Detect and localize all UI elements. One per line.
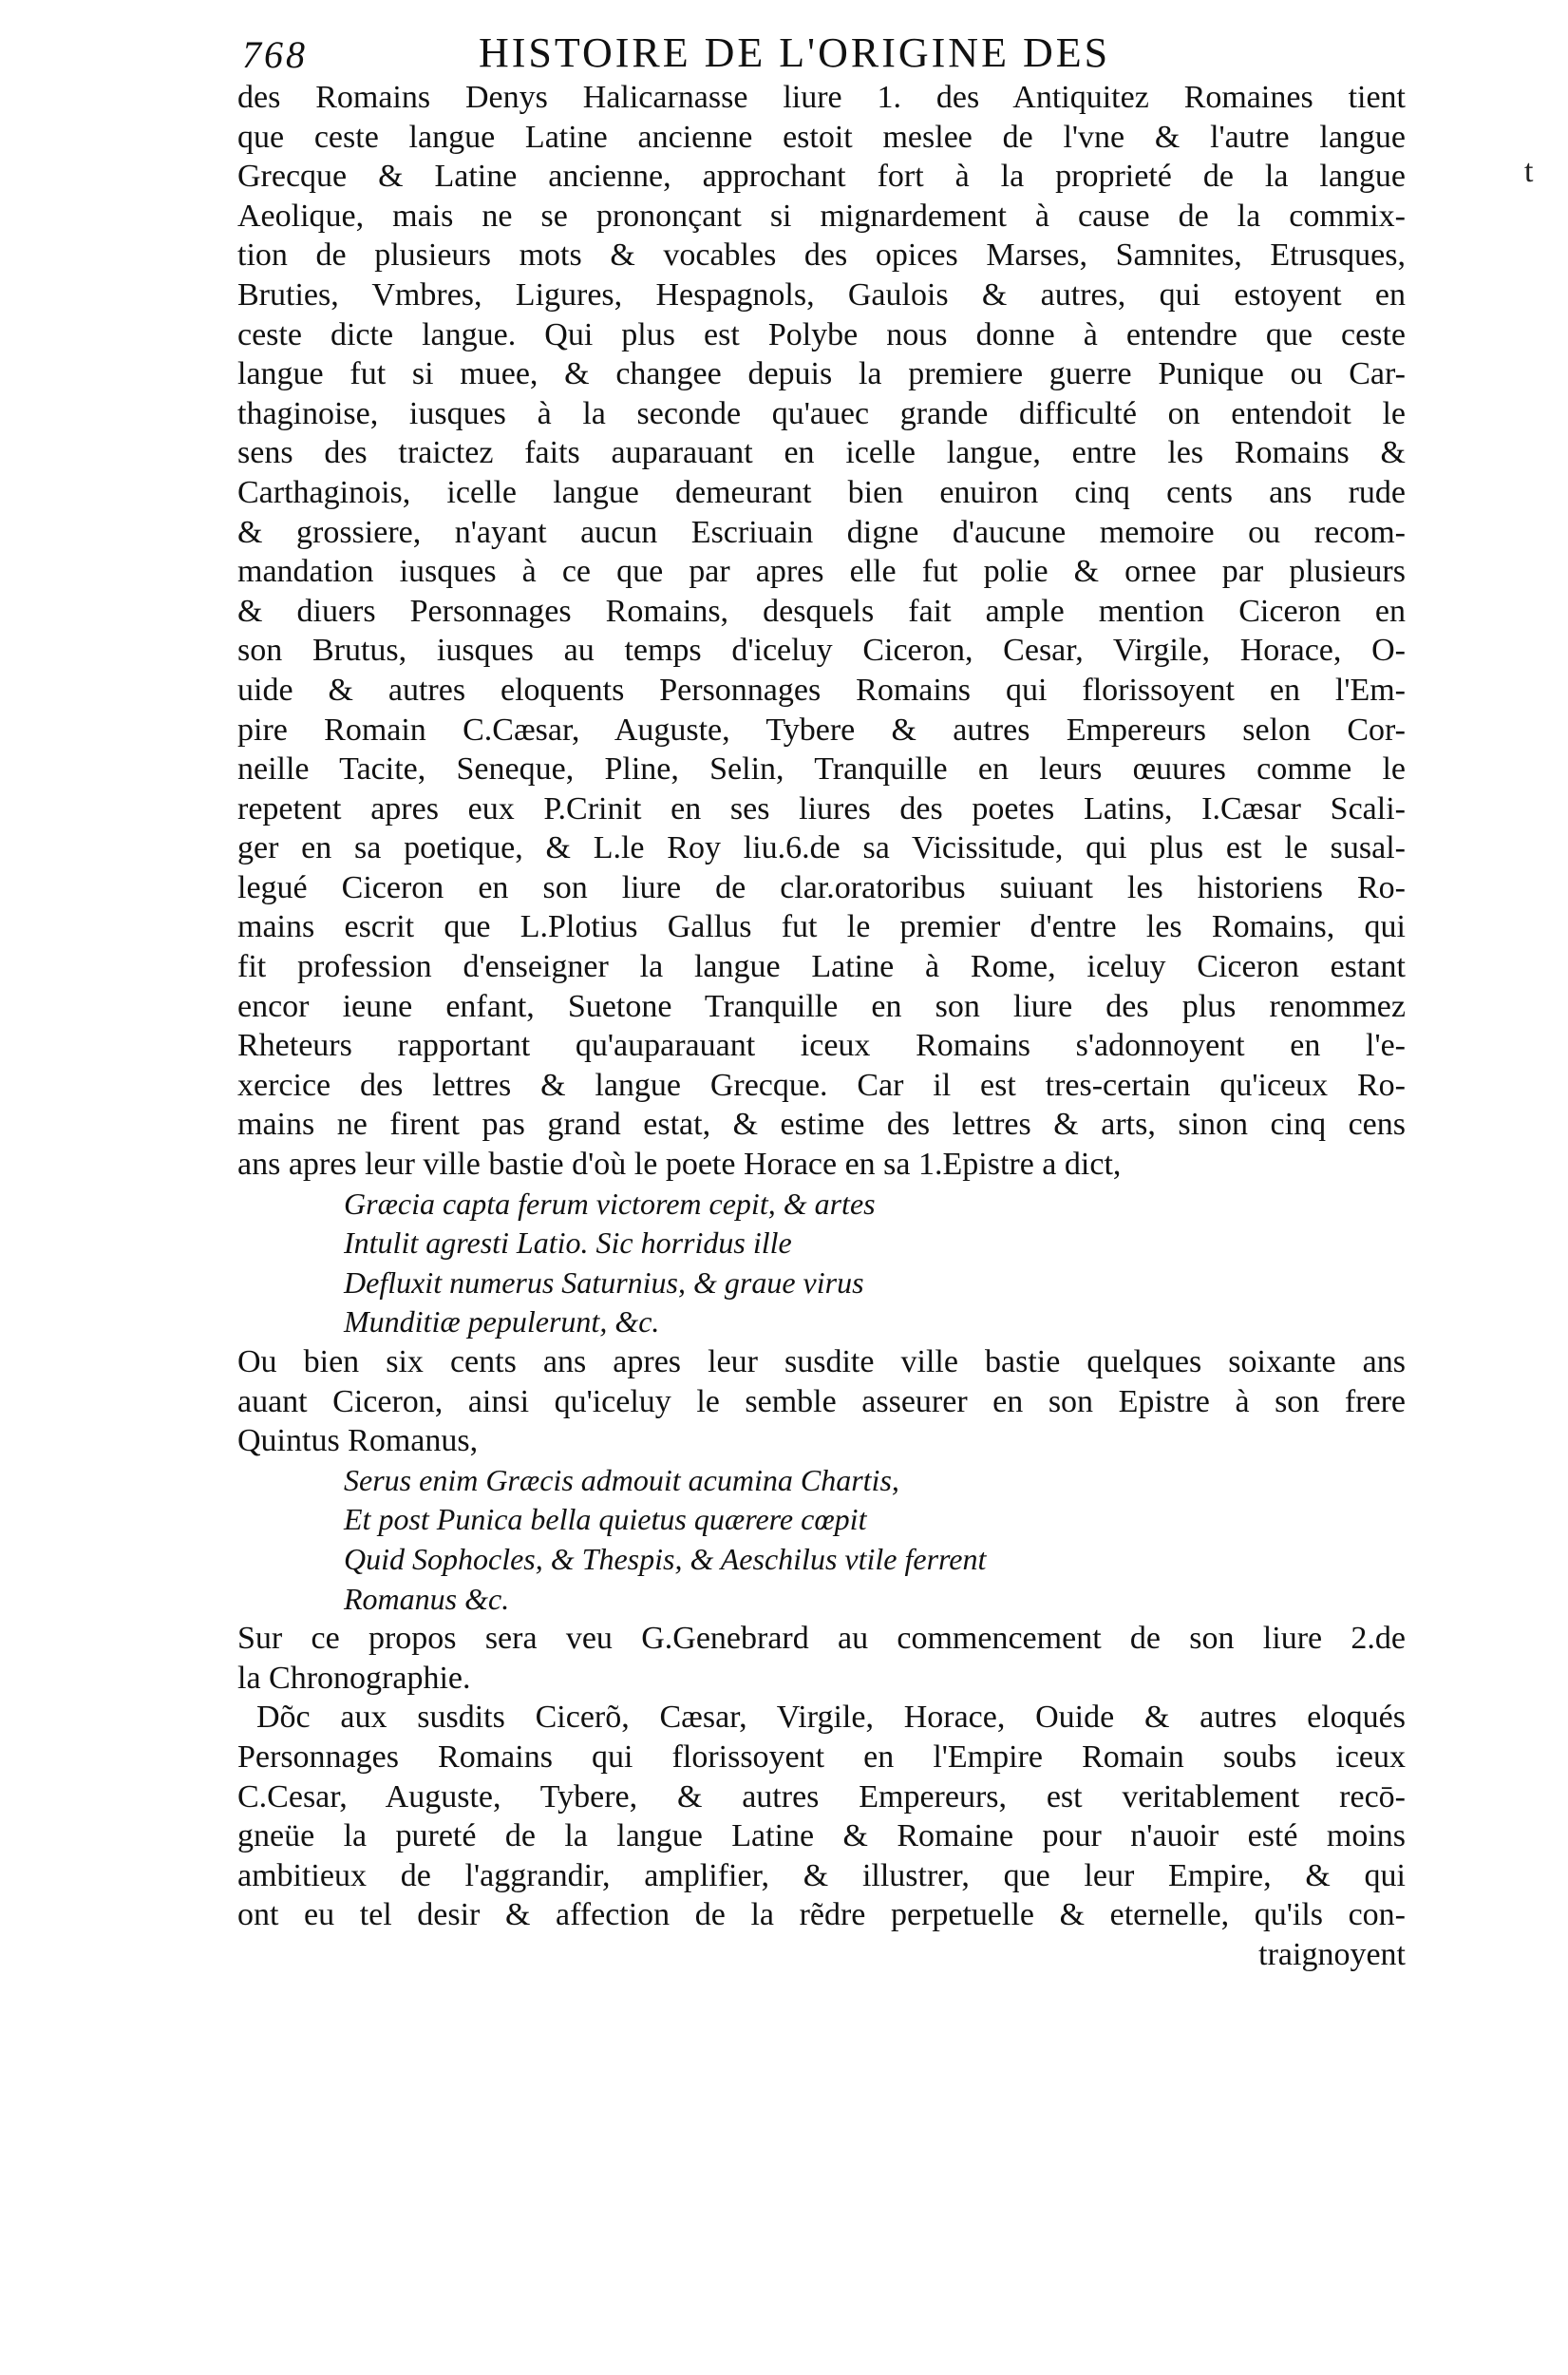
text-line: & diuers Personnages Romains, desquels fait ample mention Ciceron en	[237, 593, 1406, 629]
text-line: repetent apres eux P.Crinit en ses liures des poetes Latins, I.Cæsar Scali-	[237, 790, 1406, 826]
text-line: Aeolique, mais ne se prononçant si mignardement à cause de la commix-	[237, 198, 1406, 234]
text-line: ceste dicte langue. Qui plus est Polybe nous donne à entendre que ceste	[237, 316, 1406, 352]
margin-mark: t	[1524, 154, 1534, 189]
text-line: Quintus Romanus,	[237, 1423, 479, 1459]
page-header	[237, 28, 1406, 78]
text-line: des Romains Denys Halicarnasse liure 1. des Antiquitez Romaines tient	[237, 80, 1406, 115]
text-line: thaginoise, iusques à la seconde qu'auec grande difficulté on entendoit le	[237, 395, 1406, 431]
text-line: legué Ciceron en son liure de clar.oratoribus suiuant les historiens Ro-	[237, 869, 1406, 905]
cicero-verse	[237, 1461, 1406, 1619]
closing-paragraph	[237, 1619, 1406, 1974]
verse-line: Defluxit numerus Saturnius, & graue virus	[344, 1264, 864, 1300]
verse-line: Serus enim Græcis admouit acumina Chartis,	[344, 1462, 899, 1497]
text-line: Sur ce propos sera veu G.Genebrard au commencement de son liure 2.de	[237, 1621, 1406, 1657]
verse-line: Romanus &c.	[344, 1581, 510, 1616]
text-line: la Chronographie.	[237, 1660, 471, 1696]
text-line: Rheteurs rapportant qu'auparauant iceux Romains s'adonnoyent en l'e-	[237, 1028, 1406, 1064]
text-line: uide & autres eloquents Personnages Romains qui florissoyent en l'Em-	[237, 672, 1406, 708]
text-line: pire Romain C.Cæsar, Auguste, Tybere & autres Empereurs selon Cor-	[237, 712, 1406, 748]
text-line: neille Tacite, Seneque, Pline, Selin, Tranquille en leurs œuures comme le	[237, 751, 1406, 788]
horace-verse	[237, 1185, 1406, 1342]
text-line: xercice des lettres & langue Grecque. Car il est tres-certain qu'iceux Ro-	[237, 1067, 1406, 1103]
text-line: Personnages Romains qui florissoyent en l'Empire Romain soubs iceux	[237, 1738, 1406, 1775]
page-number: 768	[242, 33, 308, 76]
running-title: HISTOIRE DE L'ORIGINE DES	[479, 29, 1111, 76]
text-line: langue fut si muee, & changee depuis la premiere guerre Punique ou Car-	[237, 356, 1406, 392]
verse-line: Quid Sophocles, & Thespis, & Aeschilus vtile ferrent	[344, 1541, 987, 1576]
verse-line: Et post Punica bella quietus quærere cœpit	[344, 1502, 867, 1537]
verse-line: Græcia capta ferum victorem cepit, & artes	[344, 1186, 876, 1221]
text-line: fit profession d'enseigner la langue Latine à Rome, iceluy Ciceron estant	[237, 949, 1406, 985]
text-line: encor ieune enfant, Suetone Tranquille en son liure des plus renommez	[237, 988, 1406, 1024]
text-line: C.Cesar, Auguste, Tybere, & autres Empereurs, est veritablement recō-	[237, 1778, 1406, 1814]
text-line: & grossiere, n'ayant aucun Escriuain digne d'aucune memoire ou recom-	[237, 514, 1406, 550]
text-line: Dõc aux susdits Cicerõ, Cæsar, Virgile, Horace, Ouide & autres eloqués	[256, 1700, 1406, 1736]
middle-paragraph	[237, 1342, 1406, 1461]
text-line: mandation iusques à ce que par apres elle fut polie & ornee par plusieurs	[237, 554, 1406, 590]
text-line: Carthaginois, icelle langue demeurant bien enuiron cinq cents ans rude	[237, 474, 1406, 510]
verse-line: Munditiæ pepulerunt, &c.	[344, 1304, 660, 1340]
text-line: Grecque & Latine ancienne, approchant fort à la proprieté de la langue	[237, 159, 1406, 195]
book-page	[237, 28, 1406, 1975]
text-line: Ou bien six cents ans apres leur susdite ville bastie quelques soixante ans	[237, 1344, 1406, 1379]
text-line: ont eu tel desir & affection de la rẽdre perpetuelle & eternelle, qu'ils con-	[237, 1897, 1406, 1933]
text-line: gneüe la pureté de la langue Latine & Romaine pour n'auoir esté moins	[237, 1818, 1406, 1854]
text-line: mains ne firent pas grand estat, & estime des lettres & arts, sinon cinq cens	[237, 1107, 1406, 1143]
catchword: traignoyent	[1258, 1936, 1406, 1972]
text-line: ger en sa poetique, & L.le Roy liu.6.de sa Vicissitude, qui plus est le susal-	[237, 830, 1406, 866]
verse-line: Intulit agresti Latio. Sic horridus ille	[344, 1226, 792, 1261]
text-line: Bruties, Vmbres, Ligures, Hespagnols, Gaulois & autres, qui estoyent en	[237, 276, 1406, 313]
text-line: ans apres leur ville bastie d'où le poete Horace en sa 1.Epistre a dict,	[237, 1147, 1122, 1183]
body-paragraph	[237, 78, 1406, 1185]
text-line: son Brutus, iusques au temps d'iceluy Ciceron, Cesar, Virgile, Horace, O-	[237, 633, 1406, 669]
text-line: que ceste langue Latine ancienne estoit meslee de l'vne & l'autre langue	[237, 119, 1406, 155]
text-line: mains escrit que L.Plotius Gallus fut le premier d'entre les Romains, qui	[237, 909, 1406, 945]
text-line: sens des traictez faits auparauant en icelle langue, entre les Romains &	[237, 435, 1406, 471]
text-line: tion de plusieurs mots & vocables des opices Marses, Samnites, Etrusques,	[237, 238, 1406, 274]
text-line: ambitieux de l'aggrandir, amplifier, & illustrer, que leur Empire, & qui	[237, 1857, 1406, 1893]
text-line: auant Ciceron, ainsi qu'iceluy le semble asseurer en son Epistre à son frere	[237, 1383, 1406, 1419]
